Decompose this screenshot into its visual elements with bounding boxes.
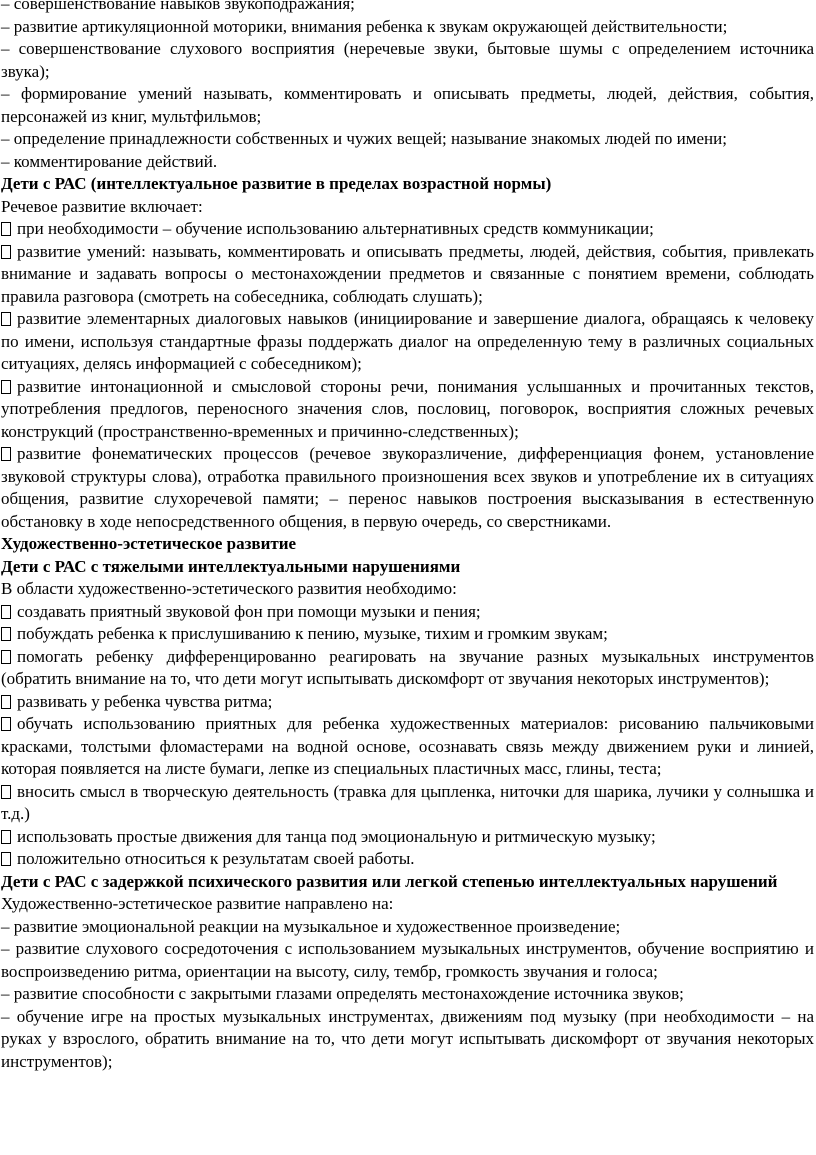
list-item: – развитие способности с закрытыми глазами определять местонахождение источника звуков; — [1, 984, 684, 1003]
list-item: – обучение игре на простых музыкальных инструментах, движениям под музыку (при необходимости – на руках у взрослого, обратить внимание на то, что дети могут испытывать дискомфорт от звучания некоторых инструментов); — [1, 1006, 814, 1071]
bullet-item: при необходимости – обучение использованию альтернативных средств коммуникации; — [1, 218, 814, 241]
section-lead: Речевое развитие включает: — [1, 196, 203, 216]
bullet-item: развитие умений: называть, комментировать и описывать предметы, людей, действия, события, привлекать внимание и задавать вопросы о местонахождении предметов и связанные с понятием времени, соблюдать правила разговора (смотреть на собеседника, соблюдать слушать); — [1, 241, 814, 306]
bullet-box-icon — [1, 245, 11, 259]
list-item: – совершенствование слухового восприятия (неречевые звуки, бытовые шумы с определением источника звука); — [1, 39, 814, 81]
section-heading: Дети с РАС (интеллектуальное развитие в пределах возрастной нормы) — [1, 174, 552, 193]
bullet-item: помогать ребенку дифференцированно реагировать на звучание разных музыкальных инструментов (обратить внимание на то, что дети могут испытывать дискомфорт от звучания некоторых инструментов); — [1, 646, 814, 688]
bullet-box-icon — [1, 852, 11, 866]
section-lead: В области художественно-эстетического развития необходимо: — [1, 579, 457, 598]
list-item: – развитие эмоциональной реакции на музыкальное и художественное произведение; — [1, 916, 621, 936]
bullet-item: развитие интонационной и смысловой стороны речи, понимания услышанных и прочитанных текстов, употребления предлогов, переносного значения слов, пословиц, поговорок, восприятия сложных речевых конструкций (пространственно-временных и причинно-следственных); — [1, 376, 814, 441]
bullet-box-icon — [1, 830, 11, 844]
section-heading: Художественно-эстетическое развитие — [1, 534, 297, 553]
list-item: – совершенствование навыков звукоподражания; — [1, 0, 355, 13]
list-item: – развитие слухового сосредоточения с использованием музыкальных инструментов, обучение восприятию и воспроизведению ритма, ориентации на высоту, силу, тембр, громкость звучания и голоса; — [1, 939, 814, 981]
bullet-item: создавать приятный звуковой фон при помощи музыки и пения; — [1, 601, 814, 624]
section-heading: Дети с РАС с задержкой психического развития или легкой степенью интеллектуальных нарушений — [1, 871, 778, 891]
bullet-item: положительно относиться к результатам своей работы. — [1, 848, 814, 871]
bullet-box-icon — [1, 695, 11, 709]
bullet-box-icon — [1, 785, 11, 799]
bullet-item: использовать простые движения для танца под эмоциональную и ритмическую музыку; — [1, 826, 814, 849]
section-subheading: Дети с РАС с тяжелыми интеллектуальными нарушениями — [1, 556, 461, 576]
list-item: – формирование умений называть, комментировать и описывать предметы, людей, действия, события, персонажей из книг, мультфильмов; — [1, 84, 814, 126]
bullet-box-icon — [1, 717, 11, 731]
bullet-box-icon — [1, 312, 11, 326]
section-lead: Художественно-эстетическое развитие направлено на: — [1, 894, 394, 913]
bullet-item: развитие фонематических процессов (речевое звукоразличение, дифференциация фонем, установление звуковой структуры слова), отработка правильного произношения всех звуков и употребление их в ситуациях общения, развитие слухоречевой памяти; – перенос навыков построения высказывания в естественную обстановку в ходе непосредственного общения, в первую очередь, со сверстниками. — [1, 444, 814, 531]
bullet-item: обучать использованию приятных для ребенка художественных материалов: рисованию пальчиковыми красками, толстыми фломастерами на водной основе, осознавать связь между движением руки и линией, которая появляется на листе бумаги, лепке из специальных пластичных масс, глины, теста; — [1, 714, 814, 778]
list-item: – комментирование действий. — [1, 151, 218, 171]
bullet-box-icon — [1, 650, 11, 664]
list-item: – определение принадлежности собственных и чужих вещей; называние знакомых людей по имени; — [1, 129, 727, 148]
bullet-box-icon — [1, 447, 11, 461]
bullet-box-icon — [1, 222, 11, 236]
bullet-item: вносить смысл в творческую деятельность (травка для цыпленка, ниточки для шарика, лучики у солнышка и т.д.) — [1, 781, 814, 823]
bullet-box-icon — [1, 605, 11, 619]
bullet-box-icon — [1, 380, 11, 394]
bullet-item: развивать у ребенка чувства ритма; — [1, 691, 814, 714]
list-item: – развитие артикуляционной моторики, внимания ребенка к звукам окружающей действительности; — [1, 16, 728, 36]
bullet-item: побуждать ребенка к прислушиванию к пению, музыке, тихим и громким звукам; — [1, 623, 814, 646]
bullet-box-icon — [1, 627, 11, 641]
bullet-item: развитие элементарных диалоговых навыков (инициирование и завершение диалога, обращаясь к человеку по имени, используя стандартные фразы поддержать диалог на определенную тему в различных социальных ситуациях, делясь информацией с собеседником); — [1, 309, 814, 373]
